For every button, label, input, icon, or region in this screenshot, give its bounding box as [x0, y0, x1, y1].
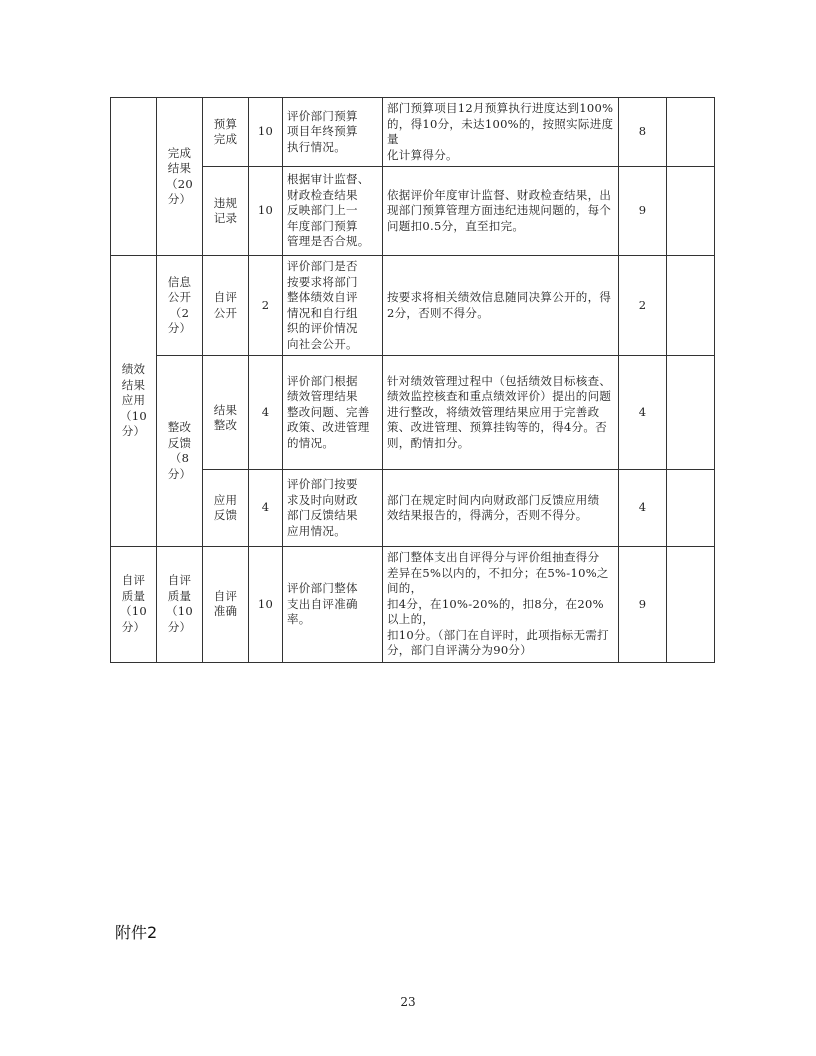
category-level3-cell: 预算 完成: [203, 98, 249, 167]
criteria-cell: 按要求将相关绩效信息随同决算公开的，得 2分，否则不得分。: [383, 256, 619, 356]
score-cell: 10: [249, 547, 283, 663]
self-score-cell: 8: [619, 98, 667, 167]
score-cell: 4: [249, 470, 283, 547]
remark-cell: [667, 470, 715, 547]
category-level2-cell: 整改 反馈 （8 分）: [157, 356, 203, 547]
remark-cell: [667, 256, 715, 356]
content-cell: 评价部门整体 支出自评准确 率。: [283, 547, 383, 663]
score-cell: 10: [249, 98, 283, 167]
evaluation-table: [110, 97, 715, 663]
page-number: 23: [400, 995, 416, 1009]
category-level3-cell: 应用 反馈: [203, 470, 249, 547]
remark-cell: [667, 167, 715, 256]
self-score-cell: 4: [619, 470, 667, 547]
remark-cell: [667, 356, 715, 470]
criteria-cell: 依据评价年度审计监督、财政检查结果，出 现部门预算管理方面违纪违规问题的，每个 问题扣0.5分，直至扣完。: [383, 167, 619, 256]
table-row: [111, 356, 715, 470]
table-row: [111, 98, 715, 167]
criteria-cell: 部门在规定时间内向财政部门反馈应用绩 效结果报告的，得满分，否则不得分。: [383, 470, 619, 547]
category-level1-cell: 自评 质量 （10 分）: [111, 547, 157, 663]
content-cell: 评价部门按要 求及时向财政 部门反馈结果 应用情况。: [283, 470, 383, 547]
self-score-cell: 9: [619, 547, 667, 663]
category-level1-cell: 绩效 结果 应用 （10 分）: [111, 256, 157, 547]
category-level1-cell: [111, 98, 157, 256]
self-score-cell: 4: [619, 356, 667, 470]
self-score-cell: 9: [619, 167, 667, 256]
criteria-cell: 部门预算项目12月预算执行进度达到100% 的，得10分，未达100%的，按照实际进度量 化计算得分。: [383, 98, 619, 167]
criteria-cell: 部门整体支出自评得分与评价组抽查得分 差异在5%以内的，不扣分；在5%-10%之间的， 扣4分，在10%-20%的，扣8分，在20%以上的， 扣10分。（部门在自评时，此项指标无需打 分，部门自评满分为90分）: [383, 547, 619, 663]
table-row: [111, 256, 715, 356]
content-cell: 根据审计监督、 财政检查结果 反映部门上一 年度部门预算 管理是否合规。: [283, 167, 383, 256]
category-level2-cell: 信息 公开 （2 分）: [157, 256, 203, 356]
criteria-cell: 针对绩效管理过程中（包括绩效目标核查、 绩效监控核查和重点绩效评价）提出的问题 进行整改，将绩效管理结果应用于完善政 策、改进管理、预算挂钩等的，得4分。否 则，酌情扣分。: [383, 356, 619, 470]
category-level3-cell: 自评 准确: [203, 547, 249, 663]
score-cell: 4: [249, 356, 283, 470]
category-level3-cell: 自评 公开: [203, 256, 249, 356]
self-score-cell: 2: [619, 256, 667, 356]
category-level3-cell: 结果 整改: [203, 356, 249, 470]
content-cell: 评价部门预算 项目年终预算 执行情况。: [283, 98, 383, 167]
content-cell: 评价部门是否 按要求将部门 整体绩效自评 情况和自行组 织的评价情况 向社会公开。: [283, 256, 383, 356]
remark-cell: [667, 547, 715, 663]
category-level2-cell: 自评 质量 （10 分）: [157, 547, 203, 663]
score-cell: 2: [249, 256, 283, 356]
score-cell: 10: [249, 167, 283, 256]
category-level2-cell: 完成 结果 （20 分）: [157, 98, 203, 256]
remark-cell: [667, 98, 715, 167]
category-level3-cell: 违规 记录: [203, 167, 249, 256]
content-cell: 评价部门根据 绩效管理结果 整改问题、完善 政策、改进管理 的情况。: [283, 356, 383, 470]
annex-label: 附件2: [115, 923, 158, 942]
table-row: [111, 547, 715, 663]
